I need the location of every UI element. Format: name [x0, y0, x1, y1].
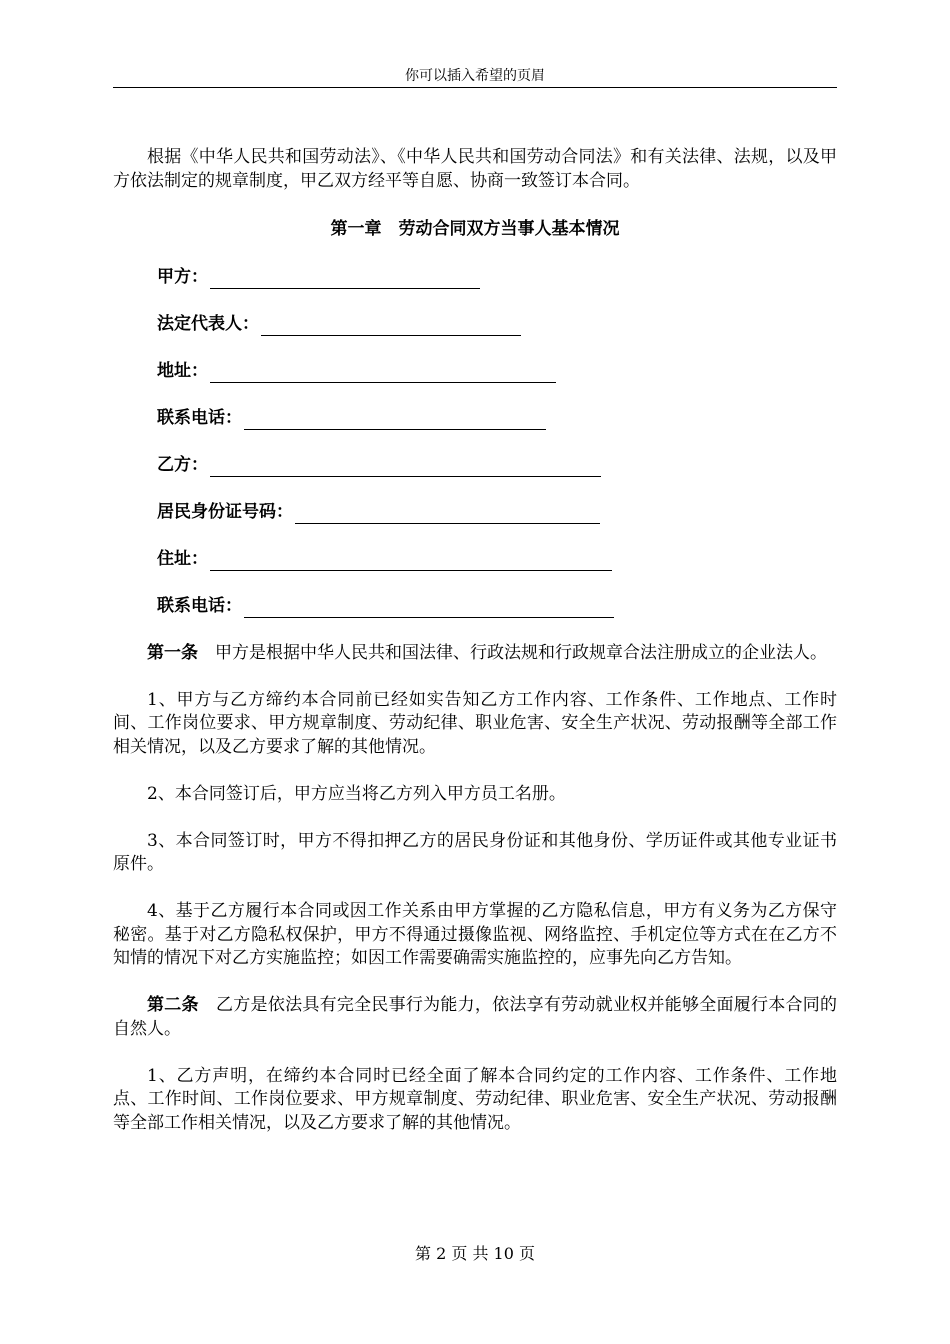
article-2-lead: 第二条 — [147, 995, 199, 1015]
article-2 — [113, 994, 837, 1041]
field-party-a — [157, 266, 837, 289]
document-body — [113, 146, 837, 1135]
field-label: 居民身份证号码： — [157, 501, 293, 522]
field-label: 法定代表人： — [157, 313, 259, 334]
field-phone-b — [157, 595, 837, 618]
article-1-text: 甲方是根据中华人民共和国法律、行政法规和行政规章合法注册成立的企业法人。 — [215, 642, 827, 663]
header-rule — [113, 87, 837, 88]
field-party-b — [157, 454, 837, 477]
field-phone-a — [157, 407, 837, 430]
fill-in-line[interactable] — [261, 316, 521, 336]
intro-paragraph: 根据《中华人民共和国劳动法》、《中华人民共和国劳动合同法》和有关法律、法规，以及甲方依法制定的规章制度，甲乙双方经平等自愿、协商一致签订本合同。 — [113, 147, 837, 191]
fill-in-line[interactable] — [244, 410, 546, 430]
chapter-title: 第一章 劳动合同双方当事人基本情况 — [330, 219, 620, 239]
field-label: 地址： — [157, 360, 208, 381]
article-1-item-4: 4、基于乙方履行本合同或因工作关系由甲方掌握的乙方隐私信息，甲方有义务为乙方保守秘密。基于对乙方隐私权保护，甲方不得通过摄像监视、网络监控、手机定位等方式在在乙方不知情的情况下对乙方实施监控；如因工作需要确需实施监控的，应事先向乙方告知。 — [113, 901, 837, 968]
article-2-text: 乙方是依法具有完全民事行为能力，依法享有劳动就业权并能够全面履行本合同的自然人。 — [113, 995, 838, 1039]
fill-in-line[interactable] — [210, 551, 612, 571]
field-label: 联系电话： — [157, 407, 242, 428]
article-1-item-2: 2、本合同签订后，甲方应当将乙方列入甲方员工名册。 — [147, 783, 566, 804]
fill-in-line[interactable] — [295, 504, 600, 524]
field-label: 乙方： — [157, 454, 208, 475]
article-1-item-1: 1、甲方与乙方缔约本合同前已经如实告知乙方工作内容、工作条件、工作地点、工作时间、工作岗位要求、甲方规章制度、劳动纪律、职业危害、安全生产状况、劳动报酬等全部工作相关情况，以及乙方要求了解的其他情况。 — [113, 689, 837, 757]
field-label: 甲方： — [157, 266, 208, 287]
article-1 — [113, 642, 837, 666]
field-id-number — [157, 501, 837, 524]
field-label: 联系电话： — [157, 595, 242, 616]
page-footer: 第 2 页 共 10 页 — [415, 1244, 535, 1263]
field-label: 住址： — [157, 548, 208, 569]
article-2-item-1: 1、乙方声明，在缔约本合同时已经全面了解本合同约定的工作内容、工作条件、工作地点、工作时间、工作岗位要求、甲方规章制度、劳动纪律、职业危害、安全生产状况、劳动报酬等全部工作相关情况，以及乙方要求了解的其他情况。 — [113, 1065, 837, 1133]
page-header: 你可以插入希望的页眉 — [405, 68, 545, 84]
field-address — [157, 360, 837, 383]
article-1-lead: 第一条 — [147, 642, 198, 663]
article-1-item-3: 3、本合同签订时，甲方不得扣押乙方的居民身份证和其他身份、学历证件或其他专业证书原件。 — [113, 830, 837, 874]
fill-in-line[interactable] — [210, 363, 556, 383]
fill-in-line[interactable] — [244, 598, 614, 618]
fill-in-line[interactable] — [210, 269, 480, 289]
fill-in-line[interactable] — [210, 457, 601, 477]
field-legal-representative — [157, 313, 837, 336]
field-residence — [157, 548, 837, 571]
